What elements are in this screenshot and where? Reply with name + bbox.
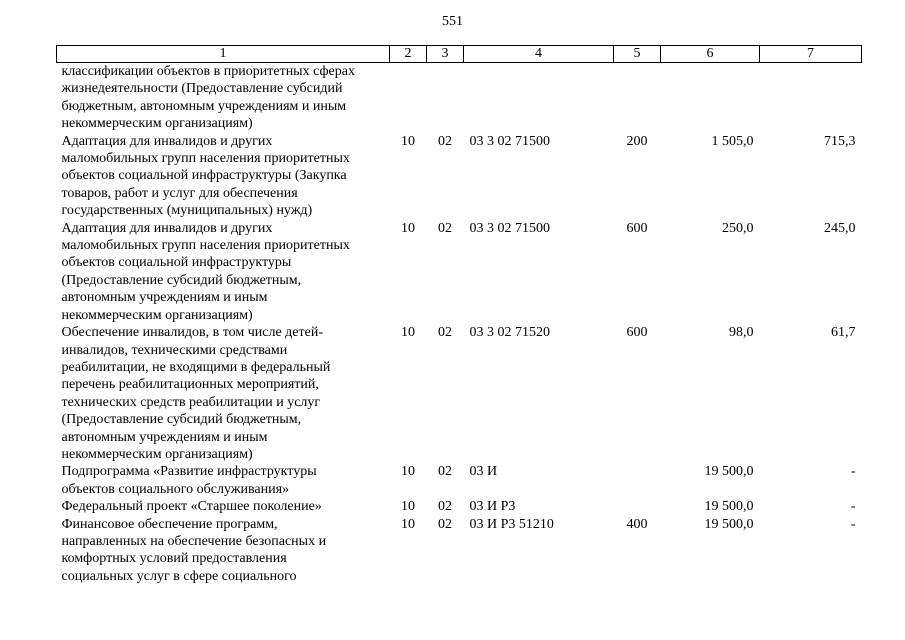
subsection-code: 02 [438, 133, 452, 149]
section-code [390, 63, 427, 133]
item-name-line: (Предоставление субсидий бюджетным, [61, 272, 302, 288]
subsection-code: 02 [438, 464, 452, 480]
target-article-code [464, 63, 614, 133]
planned-amount: 19 500,0 [704, 516, 754, 532]
planned-amount: 1 505,0 [711, 133, 754, 149]
subsection-code: 02 [438, 499, 452, 515]
item-name-line: (Предоставление субсидий бюджетным, [61, 412, 302, 428]
table-row [57, 516, 862, 586]
item-name-line: комфортных условий предоставления [61, 551, 287, 567]
table-row [57, 463, 862, 498]
expense-type-code: 200 [626, 133, 648, 149]
planned-amount: 98,0 [729, 325, 754, 341]
item-name-line: Подпрограмма «Развитие инфраструктуры [61, 464, 317, 480]
item-name-line: Адаптация для инвалидов и других [61, 133, 273, 149]
table-body [57, 63, 862, 586]
section-code: 10 [401, 464, 415, 480]
planned-amount [661, 63, 760, 133]
expense-type-code [614, 463, 661, 498]
item-name-line: бюджетным, автономным учреждениям и иным [61, 98, 347, 114]
section-code: 10 [401, 516, 415, 532]
section-code: 10 [401, 133, 415, 149]
item-name-line: Федеральный проект «Старшее поколение» [61, 499, 322, 515]
planned-amount: 250,0 [722, 220, 754, 236]
column-header: 3 [427, 46, 464, 63]
item-name-line: государственных (муниципальных) нужд) [61, 203, 313, 219]
target-article-code: 03 3 02 71500 [469, 133, 550, 149]
item-name [57, 63, 390, 133]
item-name-line: социальных услуг в сфере социального [61, 568, 297, 584]
table-row [57, 63, 862, 133]
item-name-line: инвалидов, техническими средствами [61, 342, 288, 358]
item-name [57, 324, 390, 463]
executed-amount [760, 63, 862, 133]
item-name-line: направленных на обеспечение безопасных и [61, 533, 327, 549]
expense-type-code: 400 [626, 516, 648, 532]
item-name [57, 498, 390, 515]
item-name-line: объектов социальной инфраструктуры (Закупка [61, 168, 347, 184]
target-article-code: 03 3 02 71500 [469, 220, 550, 236]
section-code: 10 [401, 220, 415, 236]
item-name-line: некоммерческим организациям) [61, 307, 253, 323]
page-number: 551 [442, 14, 463, 29]
table-row [57, 324, 862, 463]
item-name-line: Адаптация для инвалидов и других [61, 220, 273, 236]
executed-amount: - [850, 516, 856, 532]
item-name-line: перечень реабилитационных мероприятий, [61, 377, 319, 393]
item-name-line: технических средств реабилитации и услуг [61, 394, 321, 410]
table-row [57, 220, 862, 324]
item-name-line: маломобильных групп населения приоритетных [61, 151, 350, 167]
item-name-line: классификации объектов в приоритетных сферах [61, 64, 355, 79]
item-name-line: Финансовое обеспечение программ, [61, 516, 278, 532]
column-header: 2 [390, 46, 427, 63]
item-name-line: жизнедеятельности (Предоставление субсидий [61, 81, 343, 97]
item-name [57, 463, 390, 498]
item-name-line: автономным учреждениям и иным [61, 429, 268, 445]
item-name [57, 516, 390, 586]
item-name-line: некоммерческим организациям) [61, 116, 253, 132]
item-name-line: объектов социального обслуживания» [61, 481, 290, 497]
column-header: 1 [57, 46, 390, 63]
section-code: 10 [401, 499, 415, 515]
executed-amount: - [850, 499, 856, 515]
table-row [57, 498, 862, 515]
target-article-code: 03 И [469, 464, 498, 480]
item-name-line: объектов социальной инфраструктуры [61, 255, 292, 271]
item-name [57, 133, 390, 220]
executed-amount: 61,7 [831, 325, 856, 341]
column-header: 5 [614, 46, 661, 63]
expense-type-code: 600 [626, 325, 648, 341]
column-header: 7 [760, 46, 862, 63]
table-header-row [57, 46, 862, 63]
subsection-code: 02 [438, 516, 452, 532]
expense-type-code [614, 63, 661, 133]
item-name-line: товаров, работ и услуг для обеспечения [61, 185, 298, 201]
item-name-line: автономным учреждениям и иным [61, 290, 268, 306]
planned-amount: 19 500,0 [704, 464, 754, 480]
executed-amount: - [850, 464, 856, 480]
executed-amount: 715,3 [824, 133, 856, 149]
planned-amount: 19 500,0 [704, 499, 754, 515]
subsection-code: 02 [438, 220, 452, 236]
column-header: 6 [661, 46, 760, 63]
item-name [57, 220, 390, 324]
expense-type-code [614, 498, 661, 515]
item-name-line: некоммерческим организациям) [61, 446, 253, 462]
subsection-code: 02 [438, 325, 452, 341]
budget-table [56, 45, 862, 585]
target-article-code: 03 3 02 71520 [469, 325, 550, 341]
item-name-line: Обеспечение инвалидов, в том числе детей- [61, 325, 324, 341]
item-name-line: маломобильных групп населения приоритетных [61, 238, 350, 254]
section-code: 10 [401, 325, 415, 341]
column-header: 4 [464, 46, 614, 63]
target-article-code: 03 И P3 [469, 499, 516, 515]
subsection-code [427, 63, 464, 133]
expense-type-code: 600 [626, 220, 648, 236]
target-article-code: 03 И P3 51210 [469, 516, 554, 532]
table-row [57, 133, 862, 220]
executed-amount: 245,0 [824, 220, 856, 236]
item-name-line: реабилитации, не входящими в федеральный [61, 359, 331, 375]
